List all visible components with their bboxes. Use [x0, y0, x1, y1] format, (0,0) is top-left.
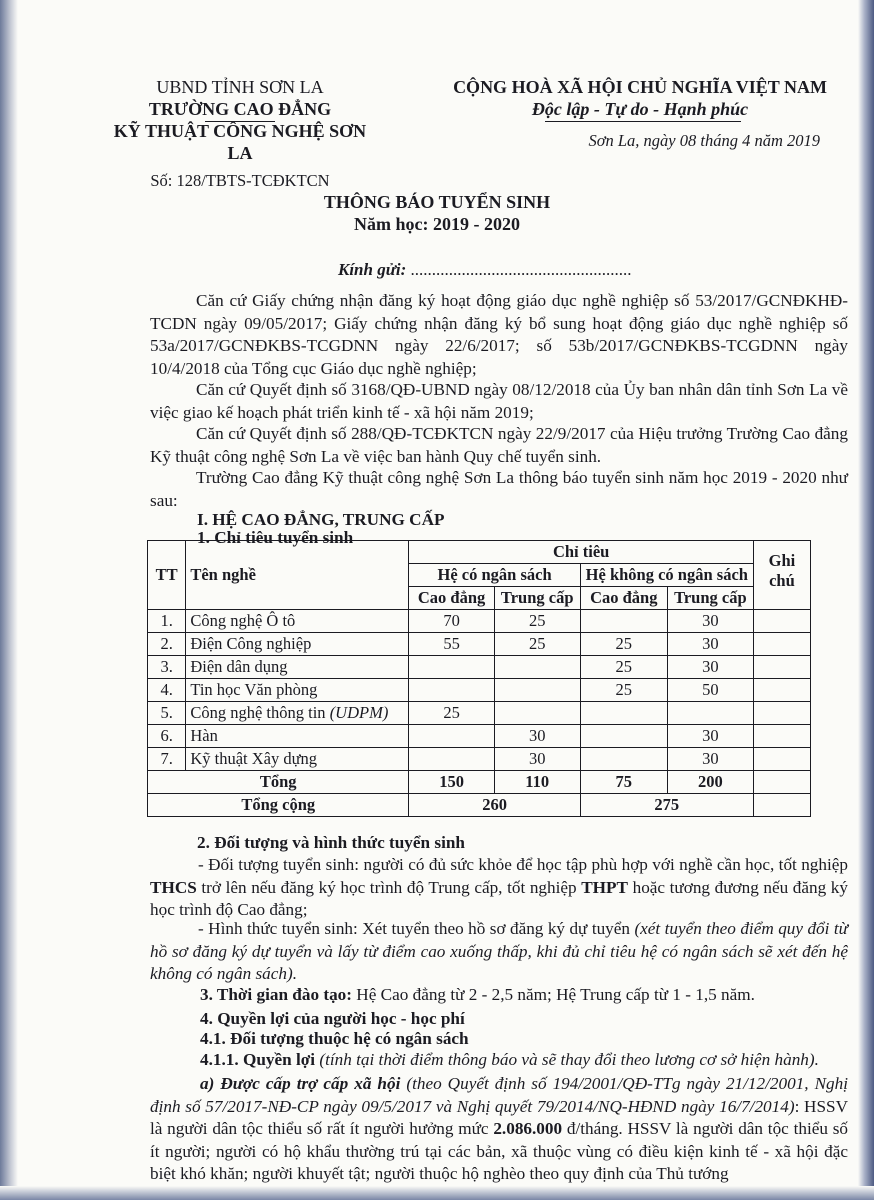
col-header-budget-cd: Cao đẳng	[409, 587, 494, 610]
row-number: 5.	[148, 702, 186, 725]
row-budget-cd	[409, 679, 494, 702]
country-name: CỘNG HOÀ XÃ HỘI CHỦ NGHĨA VIỆT NAM	[453, 77, 827, 97]
table-row	[148, 656, 811, 679]
s2-p1-thcs: THCS	[150, 877, 197, 897]
row-number: 1.	[148, 610, 186, 633]
national-motto-block	[430, 76, 850, 152]
section-a-note: (theo Quyết định số 194/2001/QĐ-TTg ngày 21/12/2001, Nghị định số 57/2017-NĐ-CP ngày 09/5/2017 và Nghị quyết 79/2014/NQ-HĐND ngày 16/7/2014)	[150, 1074, 848, 1116]
section-a-label: a) Được cấp trợ cấp xã hội	[200, 1074, 401, 1093]
table-row	[148, 610, 811, 633]
issuer-school-line1: TRƯỜNG CAO ĐẲNG	[148, 99, 332, 119]
issuer-school-line2: KỸ THUẬT CÔNG NGHỆ SƠN LA	[113, 121, 367, 163]
preamble-1: Căn cứ Giấy chứng nhận đăng ký hoạt động giáo dục nghề nghiệp số 53/2017/GCNĐKHĐ-TCDN ngày 09/05/2017; Giấy chứng nhận đăng ký bổ sung hoạt động giáo dục nghề nghiệp số 53a/2017/GCNĐKBS-TCGDNN ngày 22/6/2017; số 53b/2017/GCNĐKBS-TCGDNN ngày 10/4/2018 của Tổng cục Giáo dục nghề nghiệp;	[150, 291, 848, 378]
section-3	[200, 985, 755, 1005]
row-budget-tc: 30	[494, 748, 580, 771]
row-name-text: Tin học Văn phòng	[190, 680, 318, 699]
row-note	[753, 725, 810, 748]
row-nobudget-tc: 30	[667, 748, 753, 771]
row-budget-cd: 25	[409, 702, 494, 725]
col-header-budget: Hệ có ngân sách	[409, 564, 580, 587]
motto-underline	[545, 121, 741, 122]
scan-edge-right	[858, 0, 874, 1200]
section-a-text1: : HSSV là người dân tộc thiểu số rất ít người hưởng mức	[150, 1096, 848, 1138]
table-row	[148, 748, 811, 771]
row-budget-tc: 25	[494, 610, 580, 633]
grand-total-budget: 260	[409, 794, 580, 817]
grand-total-label: Tổng cộng	[148, 794, 409, 817]
row-number: 4.	[148, 679, 186, 702]
s2-p1-a: - Đối tượng tuyển sinh: người có đủ sức khỏe để học tập phù hợp với nghề cần học, tốt nghiệp	[198, 855, 848, 874]
row-name-text: Kỹ thuật Xây dựng	[190, 749, 318, 768]
row-nobudget-tc: 30	[667, 633, 753, 656]
s2-p2-note: (xét tuyển theo điểm quy đổi từ hồ sơ đăng ký dự tuyển và lấy từ điểm cao xuống thấp, khi đủ chỉ tiêu hệ có ngân sách sẽ xét đến hệ không có ngân sách).	[150, 919, 849, 983]
row-budget-cd	[409, 656, 494, 679]
row-name	[186, 610, 409, 633]
row-nobudget-cd: 25	[580, 679, 667, 702]
section-4-heading: 4. Quyền lợi của người học - học phí	[200, 1009, 465, 1028]
row-name	[186, 702, 409, 725]
table-row	[148, 633, 811, 656]
total-label: Tổng	[148, 771, 409, 794]
section-1-heading: I. HỆ CAO ĐẲNG, TRUNG CẤP	[197, 510, 445, 529]
section-a-amount: 2.086.000	[493, 1119, 563, 1138]
row-note	[753, 748, 810, 771]
row-budget-cd: 70	[409, 610, 494, 633]
total-nobudget-tc: 200	[667, 771, 753, 794]
row-budget-cd	[409, 748, 494, 771]
school-year: Năm học: 2019 - 2020	[354, 214, 520, 234]
row-note	[753, 679, 810, 702]
row-name	[186, 725, 409, 748]
section-2-heading: 2. Đối tượng và hình thức tuyển sinh	[197, 833, 465, 852]
motto: Độc lập - Tự do - Hạnh phúc	[531, 99, 749, 119]
section-3-text: Hệ Cao đẳng từ 2 - 2,5 năm; Hệ Trung cấp từ 1 - 1,5 năm.	[352, 985, 755, 1004]
issue-date: Sơn La, ngày 08 tháng 4 năm 2019	[588, 131, 820, 150]
row-nobudget-cd	[580, 610, 667, 633]
col-header-quota: Chỉ tiêu	[409, 541, 753, 564]
row-name-text: Công nghệ Ô tô	[190, 611, 296, 630]
col-header-nobudget-tc: Trung cấp	[667, 587, 753, 610]
row-nobudget-cd	[580, 725, 667, 748]
col-header-budget-tc: Trung cấp	[494, 587, 580, 610]
row-note	[753, 702, 810, 725]
total-note	[753, 771, 810, 794]
row-nobudget-tc: 50	[667, 679, 753, 702]
quota-table	[147, 540, 811, 817]
total-budget-cd: 150	[409, 771, 494, 794]
issuer-underline	[205, 121, 275, 122]
scan-edge-bottom	[0, 1186, 874, 1200]
section-2-paragraph-1	[150, 854, 848, 922]
col-header-nobudget-cd: Cao đẳng	[580, 587, 667, 610]
row-nobudget-tc: 30	[667, 610, 753, 633]
row-budget-tc	[494, 656, 580, 679]
greeting	[338, 260, 632, 280]
row-nobudget-tc	[667, 702, 753, 725]
preamble-4: Trường Cao đẳng Kỹ thuật công nghệ Sơn La thông báo tuyển sinh năm học 2019 - 2020 như sau:	[150, 468, 848, 510]
col-header-note: Ghi chú	[753, 541, 810, 610]
s2-p1-c: hoặc tương đương nếu đăng ký học trình độ Cao đẳng;	[150, 877, 848, 919]
row-note	[753, 633, 810, 656]
row-budget-tc: 25	[494, 633, 580, 656]
row-nobudget-cd	[580, 748, 667, 771]
section-a-text2: đ/tháng. HSSV là người dân tộc thiểu số ít người; người có hộ khẩu thường trú tại các bản, xã thuộc vùng có điều kiện kinh tế - xã hội đặc biệt khó khăn; người khuyết tật; người thuộc hộ nghèo theo quy định của Thủ tướng	[150, 1119, 849, 1183]
row-nobudget-tc: 30	[667, 656, 753, 679]
row-nobudget-cd: 25	[580, 633, 667, 656]
s2-p1-b: trở lên nếu đăng ký học trình độ Trung cấp, tốt nghiệp	[196, 877, 582, 897]
row-name-text: Điện dân dụng	[190, 657, 288, 676]
table-row	[148, 725, 811, 748]
row-name-note: (UDPM)	[329, 703, 389, 722]
row-nobudget-cd	[580, 702, 667, 725]
section-2-paragraph-2	[150, 918, 848, 986]
s2-p2-a: - Hình thức tuyển sinh: Xét tuyển theo hồ sơ đăng ký dự tuyển	[198, 919, 635, 938]
row-budget-tc	[494, 702, 580, 725]
section-4-1-1-label: 4.1.1. Quyền lợi	[200, 1050, 316, 1069]
preamble-3: Căn cứ Quyết định số 288/QĐ-TCĐKTCN ngày 22/9/2017 của Hiệu trưởng Trường Cao đẳng Kỹ thuật công nghệ Sơn La về việc ban hành Quy chế tuyển sinh.	[150, 424, 848, 466]
row-nobudget-tc: 30	[667, 725, 753, 748]
row-name-text: Hàn	[190, 726, 218, 745]
document-title: THÔNG BÁO TUYỂN SINH	[323, 192, 551, 212]
grand-total-nobudget: 275	[580, 794, 753, 817]
col-header-nobudget: Hệ không có ngân sách	[580, 564, 753, 587]
section-4-1-1-note: (tính tại thời điểm thông báo và sẽ thay đổi theo lương cơ sở hiện hành).	[315, 1050, 819, 1069]
row-name-text: Công nghệ thông tin	[190, 703, 330, 722]
row-note	[753, 610, 810, 633]
quota-rows	[148, 610, 811, 771]
s2-p1-thpt: THPT	[581, 877, 628, 897]
row-note	[753, 656, 810, 679]
scan-edge-left	[0, 0, 18, 1200]
preamble-2: Căn cứ Quyết định số 3168/QĐ-UBND ngày 08/12/2018 của Ủy ban nhân dân tỉnh Sơn La về việc giao kế hoạch phát triển kinh tế - xã hội năm 2019;	[150, 380, 848, 422]
issuer-block	[100, 76, 380, 192]
row-budget-tc: 30	[494, 725, 580, 748]
row-name	[186, 748, 409, 771]
grand-total-note	[753, 794, 810, 817]
row-number: 7.	[148, 748, 186, 771]
row-number: 3.	[148, 656, 186, 679]
table-row	[148, 679, 811, 702]
row-name	[186, 656, 409, 679]
total-nobudget-cd: 75	[580, 771, 667, 794]
row-number: 6.	[148, 725, 186, 748]
section-4-1-1	[200, 1050, 819, 1070]
col-header-name: Tên nghề	[186, 541, 409, 610]
table-row	[148, 702, 811, 725]
row-budget-cd	[409, 725, 494, 748]
row-nobudget-cd: 25	[580, 656, 667, 679]
section-3-label: 3. Thời gian đào tạo:	[200, 985, 352, 1004]
section-1-1-heading: 1. Chỉ tiêu tuyển sinh	[197, 528, 354, 547]
greeting-dots: ....................................................	[410, 260, 632, 279]
row-budget-tc	[494, 679, 580, 702]
row-name-text: Điện Công nghiệp	[190, 634, 312, 653]
col-header-tt: TT	[148, 541, 186, 610]
row-budget-cd: 55	[409, 633, 494, 656]
document-number: Số: 128/TBTS-TCĐKTCN	[150, 171, 330, 190]
section-4-1-heading: 4.1. Đối tượng thuộc hệ có ngân sách	[200, 1029, 469, 1048]
greeting-label: Kính gửi:	[338, 260, 407, 279]
row-name	[186, 633, 409, 656]
total-budget-tc: 110	[494, 771, 580, 794]
row-name	[186, 679, 409, 702]
row-number: 2.	[148, 633, 186, 656]
issuer-province: UBND TỈNH SƠN LA	[156, 77, 324, 97]
section-a-paragraph	[150, 1073, 848, 1186]
